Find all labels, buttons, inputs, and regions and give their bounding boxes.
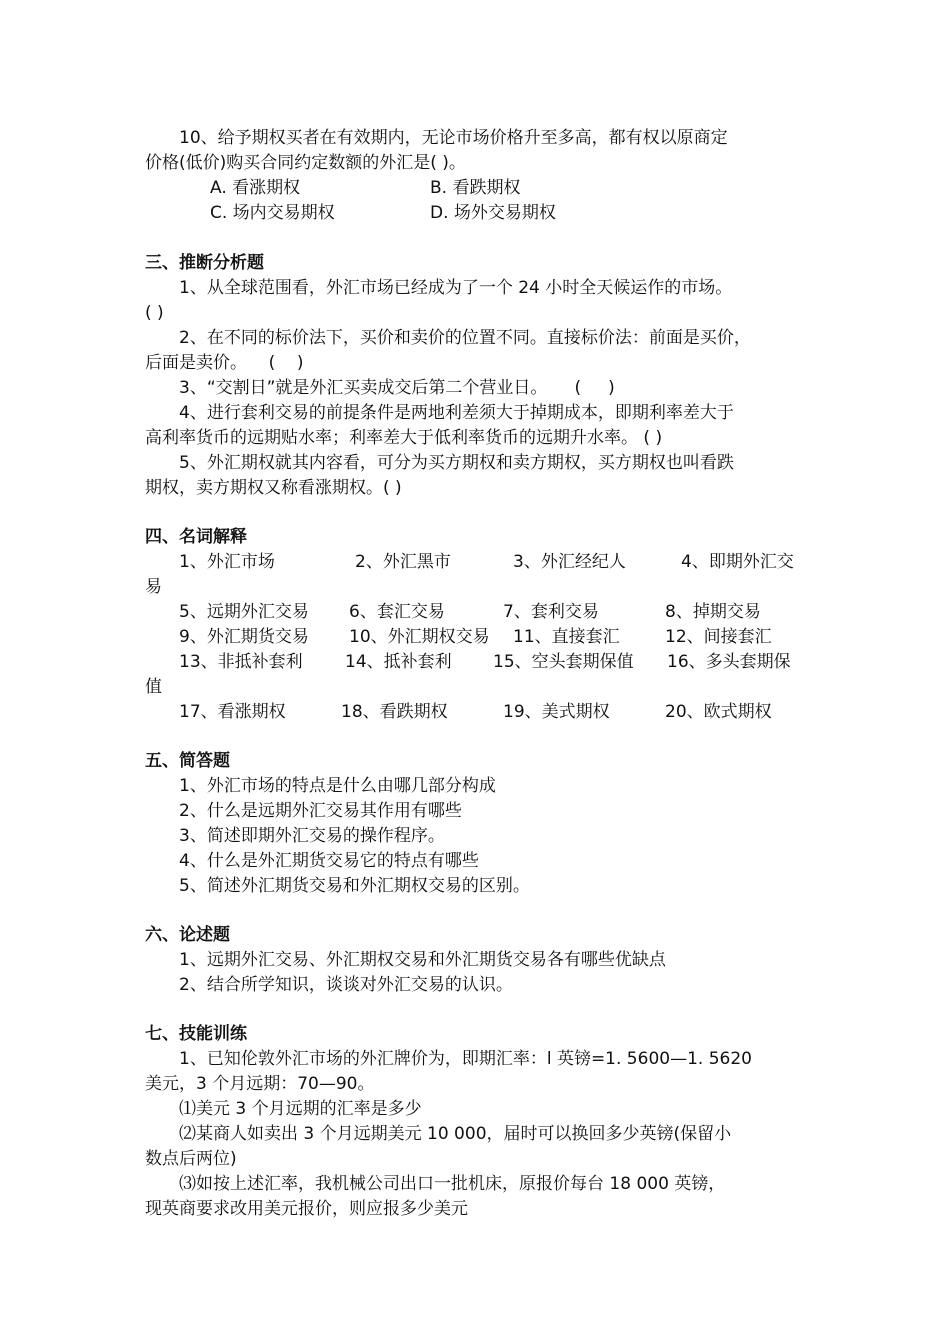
term: 1、外汇市场 <box>179 552 275 572</box>
term: 5、远期外汇交易 <box>179 602 309 622</box>
short-answer-item: 5、简述外汇期货交易和外汇期权交易的区别。 <box>179 876 530 896</box>
judge-item-5-line-2: 期权，卖方期权又称看涨期权。( ) <box>145 478 402 498</box>
term: 19、美式期权 <box>503 702 610 722</box>
term: 4、即期外汇交 <box>681 552 794 572</box>
term: 15、空头套期保值 <box>493 652 634 672</box>
term: 2、外汇黑市 <box>355 552 451 572</box>
question-10-line-1: 10、给予期权买者在有效期内，无论市场价格升至多高，都有权以原商定 <box>179 128 728 148</box>
section-3-title: 三、推断分析题 <box>145 253 264 273</box>
section-5 <box>145 749 825 899</box>
option-d: D. 场外交易期权 <box>430 203 556 223</box>
option-c: C. 场内交易期权 <box>210 203 335 223</box>
term: 11、直接套汇 <box>513 627 620 647</box>
question-10 <box>145 126 825 176</box>
short-answer-item: 1、外汇市场的特点是什么由哪几部分构成 <box>179 776 496 796</box>
term: 6、套汇交易 <box>349 602 445 622</box>
judge-item-1-line-1: 1、从全球范围看，外汇市场已经成为了一个 24 小时全天候运作的市场。 <box>179 278 733 298</box>
sub-question-3-line-1: ⑶如按上述汇率，我机械公司出口一批机床，原报价每台 18 000 英镑， <box>179 1174 726 1194</box>
term: 20、欧式期权 <box>665 702 772 722</box>
term: 8、掉期交易 <box>665 602 761 622</box>
sub-question-1: ⑴美元 3 个月远期的汇率是多少 <box>179 1099 422 1119</box>
section-6-title: 六、论述题 <box>145 925 230 945</box>
term: 10、外汇期权交易 <box>349 627 490 647</box>
sub-question-3-line-2: 现英商要求改用美元报价，则应报多少美元 <box>145 1199 468 1219</box>
section-5-title: 五、简答题 <box>145 751 230 771</box>
term: 16、多头套期保 <box>667 652 791 672</box>
term-grid <box>145 550 825 725</box>
section-6 <box>145 923 825 998</box>
section-4-title: 四、名词解释 <box>145 527 247 547</box>
short-answer-item: 3、简述即期外汇交易的操作程序。 <box>179 826 445 846</box>
sub-question-2-line-2: 数点后两位) <box>145 1149 237 1169</box>
term: 14、抵补套利 <box>345 652 452 672</box>
essay-item: 1、远期外汇交易、外汇期权交易和外汇期货交易各有哪些优缺点 <box>179 950 666 970</box>
section-3 <box>145 251 825 501</box>
term: 18、看跌期权 <box>341 702 448 722</box>
section-7 <box>145 1022 825 1222</box>
sub-question-2-line-1: ⑵某商人如卖出 3 个月远期美元 10 000，届时可以换回多少英镑(保留小 <box>179 1124 732 1144</box>
term: 12、间接套汇 <box>665 627 772 647</box>
short-answer-item: 2、什么是远期外汇交易其作用有哪些 <box>179 801 462 821</box>
section-4 <box>145 525 825 550</box>
judge-item-2-line-1: 2、在不同的标价法下，买价和卖价的位置不同。直接标价法：前面是买价， <box>179 328 751 348</box>
judge-item-3: 3、“交割日”就是外汇买卖成交后第二个营业日。 ( ) <box>179 378 615 398</box>
question-10-options <box>210 176 810 226</box>
essay-item: 2、结合所学知识，谈谈对外汇交易的认识。 <box>179 975 513 995</box>
term: 7、套利交易 <box>503 602 599 622</box>
judge-item-5-line-1: 5、外汇期权就其内容看，可分为买方期权和卖方期权，买方期权也叫看跌 <box>179 453 734 473</box>
judge-item-4-line-1: 4、进行套利交易的前提条件是两地利差须大于掉期成本，即期利率差大于 <box>179 403 734 423</box>
term: 17、看涨期权 <box>179 702 286 722</box>
judge-item-4-line-2: 高利率货币的远期贴水率；利率差大于低利率货币的远期升水率。 ( ) <box>145 428 663 448</box>
term: 3、外汇经纪人 <box>513 552 626 572</box>
term-continuation: 值 <box>145 677 162 697</box>
term-continuation: 易 <box>145 577 162 597</box>
question-10-line-2: 价格(低价)购买合同约定数额的外汇是( )。 <box>145 153 466 173</box>
term: 13、非抵补套利 <box>179 652 303 672</box>
judge-item-2-line-2: 后面是卖价。 ( ) <box>145 353 304 373</box>
skill-item-1-line-1: 1、已知伦敦外汇市场的外汇牌价为，即期汇率：l 英镑=1. 5600—1. 5620 <box>179 1049 752 1069</box>
skill-item-1-line-2: 美元，3 个月远期：70—90。 <box>145 1074 375 1094</box>
option-b: B. 看跌期权 <box>430 178 521 198</box>
section-7-title: 七、技能训练 <box>145 1024 247 1044</box>
option-a: A. 看涨期权 <box>210 178 301 198</box>
judge-item-1-line-2: ( ) <box>145 303 164 323</box>
short-answer-item: 4、什么是外汇期货交易它的特点有哪些 <box>179 851 479 871</box>
term: 9、外汇期货交易 <box>179 627 309 647</box>
